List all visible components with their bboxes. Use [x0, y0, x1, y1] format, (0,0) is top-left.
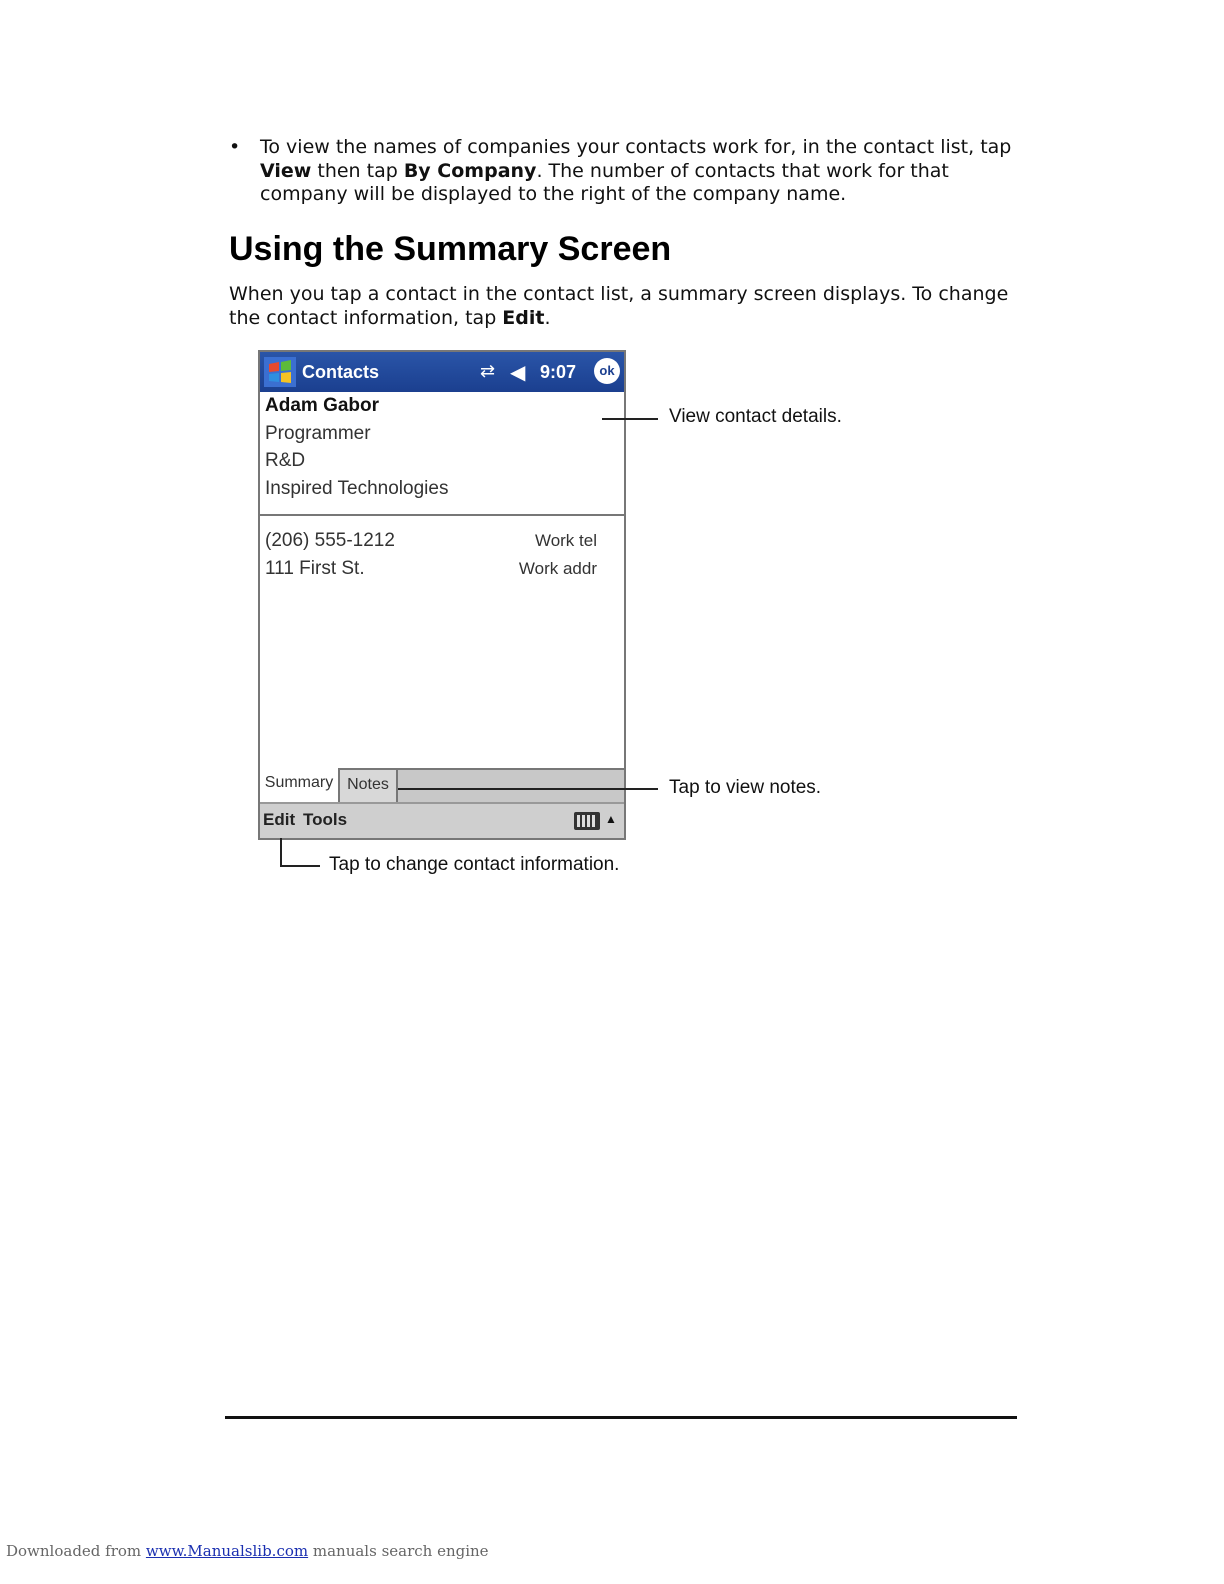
connectivity-icon[interactable]: ⇄	[480, 361, 496, 381]
app-title: Contacts	[302, 362, 380, 382]
contact-details	[265, 392, 615, 502]
clock[interactable]: 9:07	[540, 362, 577, 382]
title-bar	[260, 352, 624, 392]
edit-menu[interactable]: Edit	[263, 810, 296, 829]
footer-suffix: manuals search engine	[308, 1542, 489, 1560]
view-term: View	[260, 159, 312, 182]
bullet-text-part: . The number of contacts that work for that company will be displayed to the right of the company name.	[260, 159, 949, 205]
details-leader-line	[602, 418, 658, 420]
info-row-phone[interactable]	[265, 527, 597, 555]
download-footer	[6, 1542, 489, 1560]
section-title: Using the Summary Screen	[229, 230, 672, 268]
speaker-mute-icon[interactable]: ◀	[510, 362, 526, 384]
by-company-term: By Company	[403, 159, 537, 182]
info-row-address[interactable]	[265, 555, 597, 583]
menu-bar	[260, 802, 624, 838]
bullet-text	[260, 136, 1030, 207]
footer-prefix: Downloaded from	[6, 1542, 146, 1560]
phone-value: (206) 555-1212	[265, 530, 395, 551]
intro-text: When you tap a contact in the contact list, a summary screen displays. To change the contact information, tap	[229, 283, 1009, 329]
contact-company: Inspired Technologies	[265, 477, 449, 499]
footer-rule	[225, 1416, 1017, 1419]
address-value: 111 First St.	[265, 558, 365, 579]
edit-leader-line-vertical	[280, 838, 282, 866]
callout-view-notes: Tap to view notes.	[669, 777, 822, 798]
contact-title: Programmer	[265, 422, 371, 444]
intro-end: .	[544, 306, 551, 329]
bullet-text-part: To view the names of companies your contacts work for, in the contact list, tap	[260, 136, 1012, 158]
tab-summary[interactable]: Summary	[260, 768, 340, 802]
edit-term: Edit	[502, 306, 545, 329]
callout-edit-contact: Tap to change contact information.	[329, 854, 620, 875]
keyboard-icon[interactable]	[574, 812, 600, 830]
edit-leader-line-horizontal	[280, 865, 320, 867]
tab-bar	[260, 768, 624, 802]
device-screenshot	[258, 350, 626, 840]
windows-start-icon[interactable]	[264, 357, 296, 387]
tab-notes[interactable]: Notes	[340, 768, 398, 802]
bullet-dot: •	[229, 136, 241, 158]
manualslib-link[interactable]: www.Manualslib.com	[145, 1542, 309, 1560]
phone-label: Work tel	[534, 531, 597, 550]
arrow-up-icon[interactable]: ▲	[605, 812, 617, 826]
contact-name: Adam Gabor	[265, 395, 380, 416]
tools-menu[interactable]: Tools	[303, 810, 348, 829]
notes-leader-line	[398, 788, 658, 790]
contact-department: R&D	[265, 450, 306, 471]
details-divider	[260, 514, 624, 516]
address-label: Work addr	[518, 559, 597, 578]
intro-paragraph	[229, 283, 1009, 330]
callout-view-details: View contact details.	[669, 406, 842, 427]
bullet-text-part: then tap	[311, 159, 404, 182]
ok-button[interactable]: ok	[594, 358, 620, 384]
